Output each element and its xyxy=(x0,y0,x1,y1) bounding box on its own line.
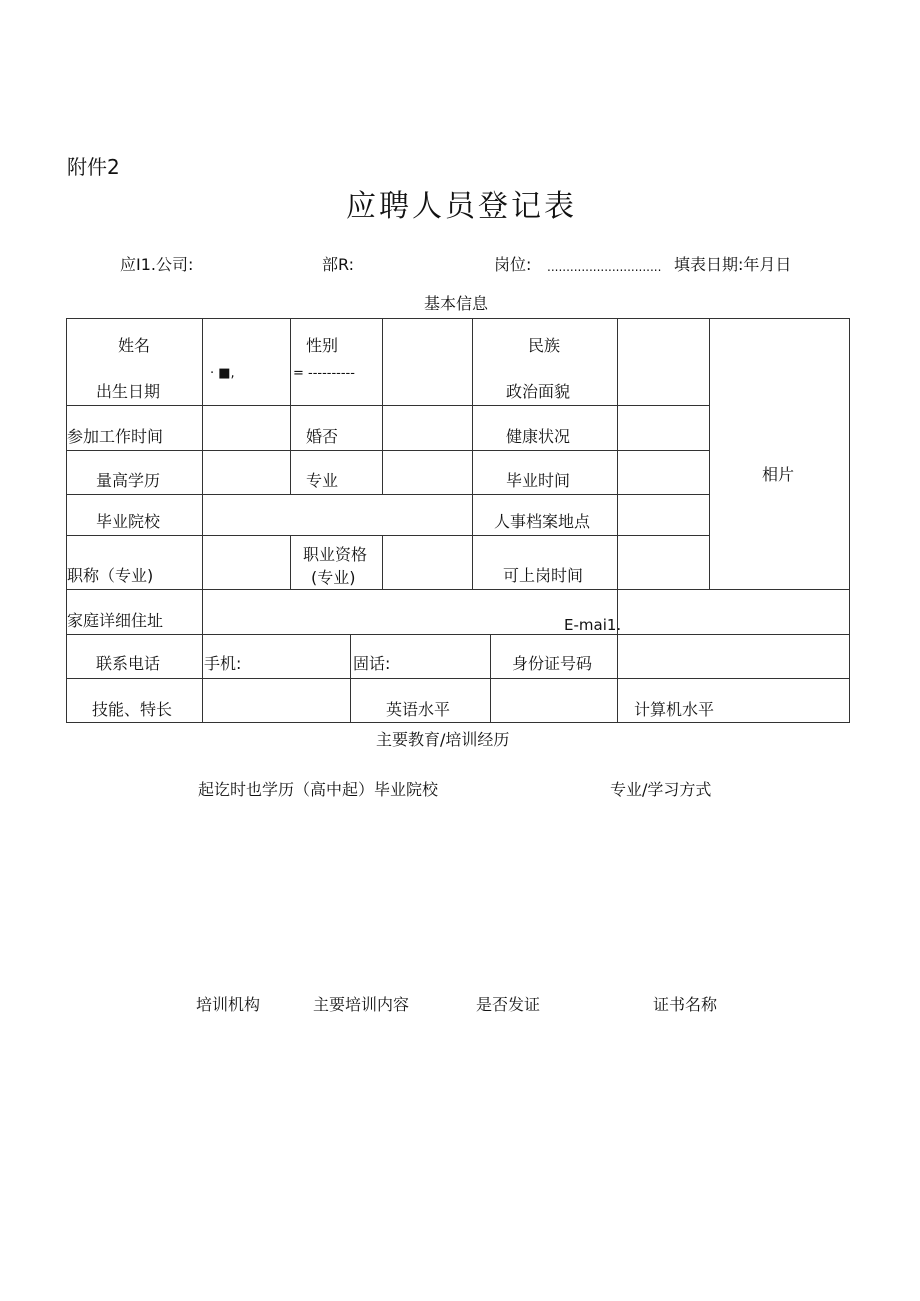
grid-line xyxy=(66,450,709,451)
political-status-label: 政治面貌 xyxy=(506,382,571,401)
grid-line xyxy=(66,535,709,536)
name-label: 姓名 xyxy=(118,336,151,355)
photo-label: 相片 xyxy=(762,465,795,484)
work-start-label: 参加工作时间 xyxy=(67,427,164,446)
english-level-label: 英语水平 xyxy=(386,700,451,719)
grid-line xyxy=(66,494,709,495)
id-number-label: 身份证号码 xyxy=(512,654,593,673)
fill-date-label: 填表日期:年月日 xyxy=(674,255,792,274)
grid-line xyxy=(66,318,850,319)
grid-line xyxy=(66,318,67,723)
training-col-institution: 培训机构 xyxy=(196,995,261,1014)
landline-label: 固话: xyxy=(353,654,391,673)
grid-line xyxy=(66,634,850,635)
name-mark: · ■, xyxy=(210,366,235,381)
grid-line xyxy=(66,405,709,406)
grid-line xyxy=(709,318,710,590)
grid-line xyxy=(490,634,491,723)
grid-line xyxy=(66,722,850,723)
grid-line xyxy=(290,535,291,590)
grid-line xyxy=(66,678,850,679)
education-section-title: 主要教育/培训经历 xyxy=(376,730,510,749)
address-label: 家庭详细住址 xyxy=(67,611,164,630)
education-col-major-mode: 专业/学习方式 xyxy=(610,780,712,799)
position-label: 岗位: xyxy=(494,255,532,274)
basic-info-title: 基本信息 xyxy=(424,294,489,313)
training-col-cert-name: 证书名称 xyxy=(653,995,718,1014)
school-label: 毕业院校 xyxy=(96,512,161,531)
grad-time-label: 毕业时间 xyxy=(506,471,571,490)
position-dots: .............................. xyxy=(547,260,662,274)
grid-line xyxy=(290,318,291,495)
major-label: 专业 xyxy=(306,471,339,490)
department-label: 部R: xyxy=(322,255,355,274)
grid-line xyxy=(66,589,850,590)
attachment-label: 附件2 xyxy=(67,155,120,179)
email-label: E-mai1. xyxy=(564,616,622,634)
health-label: 健康状况 xyxy=(506,427,571,446)
birth-date-label: 出生日期 xyxy=(96,382,161,401)
grid-line xyxy=(849,318,850,723)
ethnicity-label: 民族 xyxy=(528,336,561,355)
form-title: 应聘人员登记表 xyxy=(346,189,577,224)
gender-mark: = ---------- xyxy=(293,366,355,381)
grid-line xyxy=(617,318,618,723)
grid-line xyxy=(382,535,383,590)
grid-line xyxy=(202,318,203,723)
qualification-label: 职业资格 xyxy=(303,545,368,564)
available-label: 可上岗时间 xyxy=(503,566,584,585)
grid-line xyxy=(382,318,383,495)
training-col-content: 主要培训内容 xyxy=(313,995,410,1014)
qualification-sub-label: (专业) xyxy=(311,568,356,587)
company-label: 应I1.公司: xyxy=(120,255,194,274)
grid-line xyxy=(350,634,351,723)
title-label: 职称（专业) xyxy=(67,566,154,585)
phone-label: 联系电话 xyxy=(96,654,161,673)
marital-label: 婚否 xyxy=(306,427,339,446)
education-label: 量高学历 xyxy=(96,471,161,490)
gender-label: 性别 xyxy=(306,336,339,355)
archive-label: 人事档案地点 xyxy=(494,512,591,531)
training-col-certificate: 是否发证 xyxy=(476,995,541,1014)
mobile-label: 手机: xyxy=(204,654,242,673)
grid-line xyxy=(472,318,473,590)
computer-level-label: 计算机水平 xyxy=(634,700,715,719)
education-col-period-school: 起讫时也学历（高中起）毕业院校 xyxy=(198,780,439,799)
skills-label: 技能、特长 xyxy=(92,700,173,719)
